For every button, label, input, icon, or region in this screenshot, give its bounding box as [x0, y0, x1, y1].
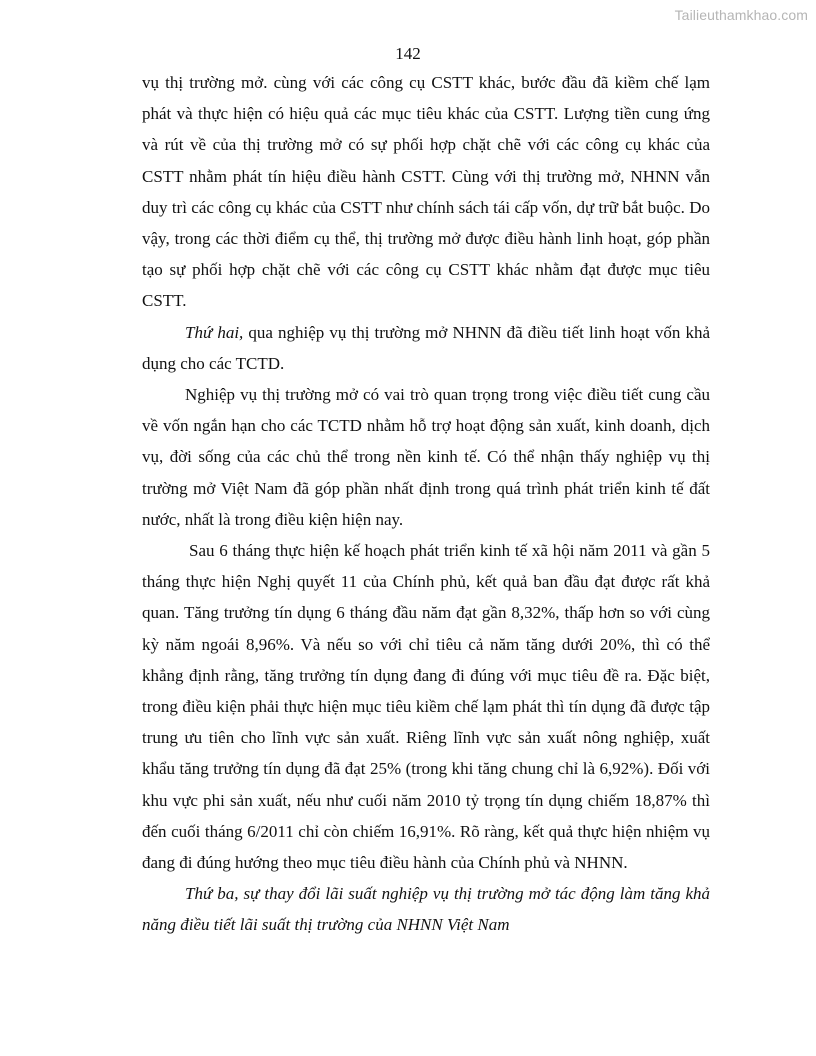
paragraph-5 [142, 878, 710, 940]
paragraph-2-body: qua nghiệp vụ thị trường mở NHNN đã điều tiết linh hoạt vốn khả dụng cho các TCTD. [142, 322, 710, 373]
paragraph-4: Sau 6 tháng thực hiện kế hoạch phát triển kinh tế xã hội năm 2011 và gần 5 tháng thực hiện Nghị quyết 11 của Chính phủ, kết quả ban đầu đạt được rất khả quan. Tăng trưởng tín dụng 6 tháng đầu năm đạt gần 8,32%, thấp hơn so với cùng kỳ năm ngoái 8,96%. Và nếu so với chỉ tiêu cả năm tăng dưới 20%, thì có thể khẳng định rằng, tăng trưởng tín dụng đang đi đúng với mục tiêu đề ra. Đặc biệt, trong điều kiện phải thực hiện mục tiêu kiềm chế lạm phát thì tín dụng đã được tập trung ưu tiên cho lĩnh vực sản xuất. Riêng lĩnh vực sản xuất nông nghiệp, xuất khẩu tăng trưởng tín dụng đã đạt 25% (trong khi tăng chung chỉ là 6,92%). Đối với khu vực phi sản xuất, nếu như cuối năm 2010 tỷ trọng tín dụng chiếm 18,87% thì đến cuối tháng 6/2011 chỉ còn chiếm 16,91%. Rõ ràng, kết quả thực hiện nhiệm vụ đang đi đúng hướng theo mục tiêu điều hành của Chính phủ và NHNN. [142, 541, 710, 873]
paragraph-2 [142, 317, 710, 379]
watermark: Tailieuthamkhao.com [674, 7, 808, 23]
paragraph-3: Nghiệp vụ thị trường mở có vai trò quan trọng trong việc điều tiết cung cầu về vốn ngắn hạn cho các TCTD nhằm hỗ trợ hoạt động sản xuất, kinh doanh, dịch vụ, đời sống của các chủ thể trong nền kinh tế. Có thể nhận thấy nghiệp vụ thị trường mở Việt Nam đã góp phần nhất định trong quá trình phát triển kinh tế đất nước, nhất là trong điều kiện hiện nay. [142, 385, 710, 529]
paragraph-2-lead: Thứ hai, [185, 322, 244, 342]
paragraph-1: vụ thị trường mở. cùng với các công cụ CSTT khác, bước đầu đã kiềm chế lạm phát và thực hiện có hiệu quả các mục tiêu khác của CSTT. Lượng tiền cung ứng và rút về của thị trường mở có sự phối hợp chặt chẽ với các công cụ khác của CSTT nhằm phát tín hiệu điều hành CSTT. Cùng với thị trường mở, NHNN vẫn duy trì các công cụ khác của CSTT như chính sách tái cấp vốn, dự trữ bắt buộc. Do vậy, trong các thời điểm cụ thể, thị trường mở được điều hành linh hoạt, góp phần tạo sự phối hợp chặt chẽ với các công cụ CSTT khác nhằm đạt được mục tiêu CSTT. [142, 73, 710, 311]
page-body [142, 67, 710, 941]
page-number: 142 [395, 44, 421, 63]
paragraph-5-text: Thứ ba, sự thay đổi lãi suất nghiệp vụ thị trường mở tác động làm tăng khả năng điều tiết lãi suất thị trường của NHNN Việt Nam [142, 884, 710, 935]
